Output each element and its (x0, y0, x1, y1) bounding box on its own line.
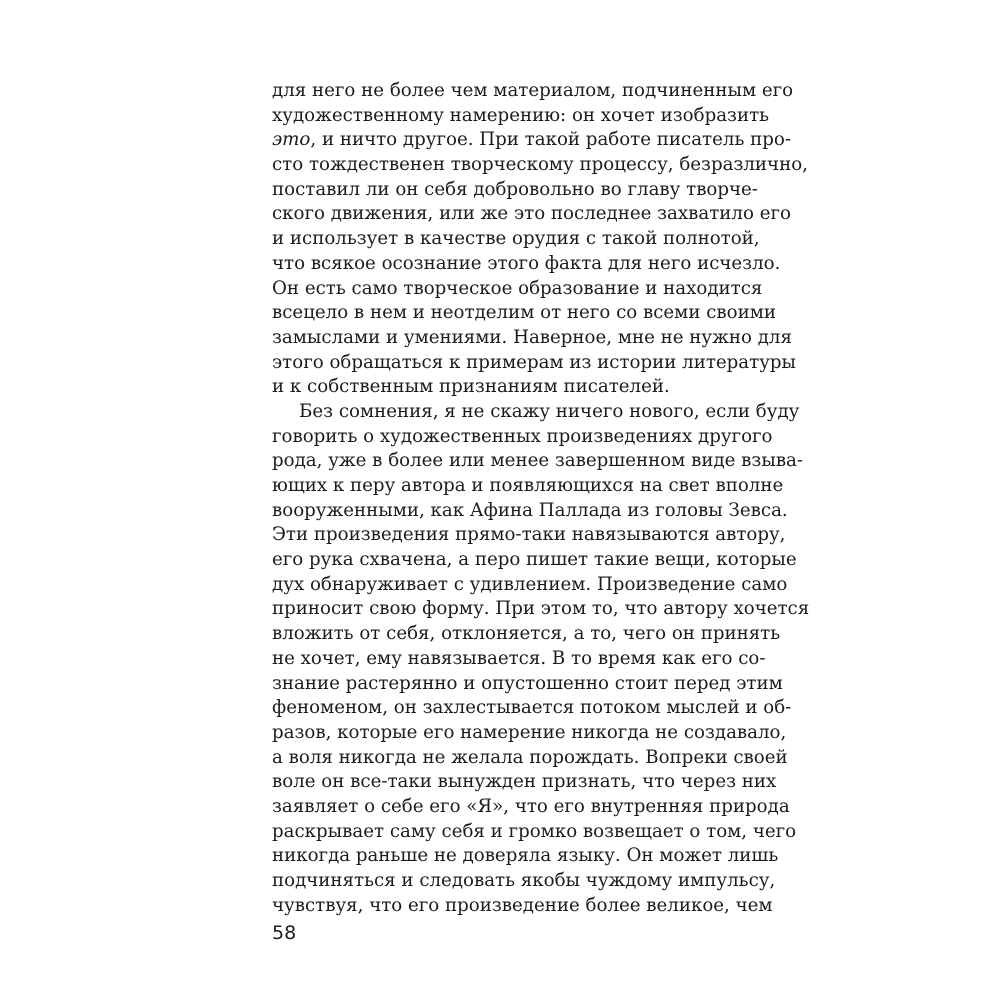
text-line (272, 548, 797, 573)
text-line (272, 301, 776, 326)
text-line (272, 721, 787, 746)
line-text: знание растерянно и опустошенно стоит перед этим (272, 672, 783, 694)
line-text: ющих к перу автора и появляющихся на свет вполне (272, 475, 784, 496)
line-text: заявляет о себе его «Я», что его внутренняя природа (272, 795, 790, 817)
line-text: говорить о художественных произведениях другого (272, 425, 773, 447)
text-line (272, 844, 779, 869)
text-line (272, 820, 797, 845)
text-line (272, 153, 808, 178)
line-text: ского движения, или же это последнее захватило его (272, 203, 791, 225)
italic-word: это (272, 129, 311, 151)
line-text: приносит свою форму. При этом то, что автору хочется (272, 598, 810, 620)
text-line (272, 647, 766, 672)
line-text: воле он все-таки вынужден признать, что через них (272, 771, 777, 793)
text-line (272, 202, 791, 227)
line-text: Без сомнения, я не скажу ничего нового, если буду (299, 400, 800, 422)
text-line (272, 869, 776, 894)
text-line (272, 696, 792, 721)
text-line (272, 252, 781, 277)
text-line (272, 523, 786, 548)
line-text: сто тождественен творческому процессу, безразлично, (272, 154, 808, 176)
line-text: поставил ли он себя добровольно во главу творче- (272, 178, 758, 200)
line-text: Эти произведения прямо-таки навязываются автору, (272, 524, 786, 546)
text-line (272, 79, 794, 104)
line-text: замыслами и умениями. Наверное, мне не нужно для (272, 326, 792, 348)
line-text: вооруженными, как Афина Паллада из головы Зевса. (272, 499, 788, 521)
line-text: Он есть само творческое образование и находится (272, 277, 763, 299)
text-line (272, 425, 773, 450)
text-line (272, 474, 784, 499)
line-text: всецело в нем и неотделим от него со всеми своими (272, 302, 776, 324)
text-line (272, 746, 788, 771)
text-line (272, 795, 790, 820)
line-text: и к собственным признаниям писателей. (272, 376, 670, 398)
line-text: подчиняться и следовать якобы чуждому импульсу, (272, 870, 776, 891)
text-line (272, 597, 810, 622)
text-line (272, 104, 770, 129)
page-number: 58 (272, 922, 297, 944)
text-line (272, 672, 783, 697)
text-line (272, 351, 797, 376)
line-text: а воля никогда не желала порождать. Вопреки своей (272, 746, 788, 768)
text-line (272, 770, 777, 795)
line-text: вложить от себя, отклоняется, а то, чего он принять (272, 623, 781, 645)
line-text: дух обнаруживает с удивлением. Произведение само (272, 573, 788, 595)
text-line (272, 894, 773, 919)
text-line (272, 573, 788, 598)
line-text: для него не более чем материалом, подчиненным его (272, 80, 794, 101)
line-text: художественному намерению: он хочет изобразить (272, 104, 770, 126)
text-line (272, 277, 763, 302)
text-line (272, 128, 791, 153)
text-line (272, 375, 738, 400)
line-text: раскрывает саму себя и громко возвещает о том, чего (272, 820, 797, 842)
line-text: рода, уже в более или менее завершенном виде взыва- (272, 450, 804, 472)
text-line (272, 326, 792, 351)
text-line (272, 400, 800, 425)
body-text (272, 79, 810, 918)
text-line (272, 227, 760, 252)
line-text: этого обращаться к примерам из истории литературы (272, 351, 797, 373)
text-line (272, 499, 788, 524)
line-text: его рука схвачена, а перо пишет такие вещи, которые (272, 549, 797, 571)
text-line (272, 622, 781, 647)
line-text: что всякое осознание этого факта для него исчезло. (272, 252, 781, 274)
line-text: никогда раньше не доверяла языку. Он может лишь (272, 845, 779, 867)
text-line (272, 449, 804, 474)
line-text: разов, которые его намерение никогда не создавало, (272, 721, 787, 743)
line-text: и использует в качестве орудия с такой полнотой, (272, 228, 760, 250)
text-line (272, 178, 758, 203)
line-text: феноменом, он захлестывается потоком мыслей и об- (272, 697, 792, 719)
line-text: не хочет, ему навязывается. В то время как его со- (272, 647, 766, 669)
line-text: , и ничто другое. При такой работе писатель про- (310, 129, 791, 151)
line-text: чувствуя, что его произведение более великое, чем (272, 894, 773, 916)
